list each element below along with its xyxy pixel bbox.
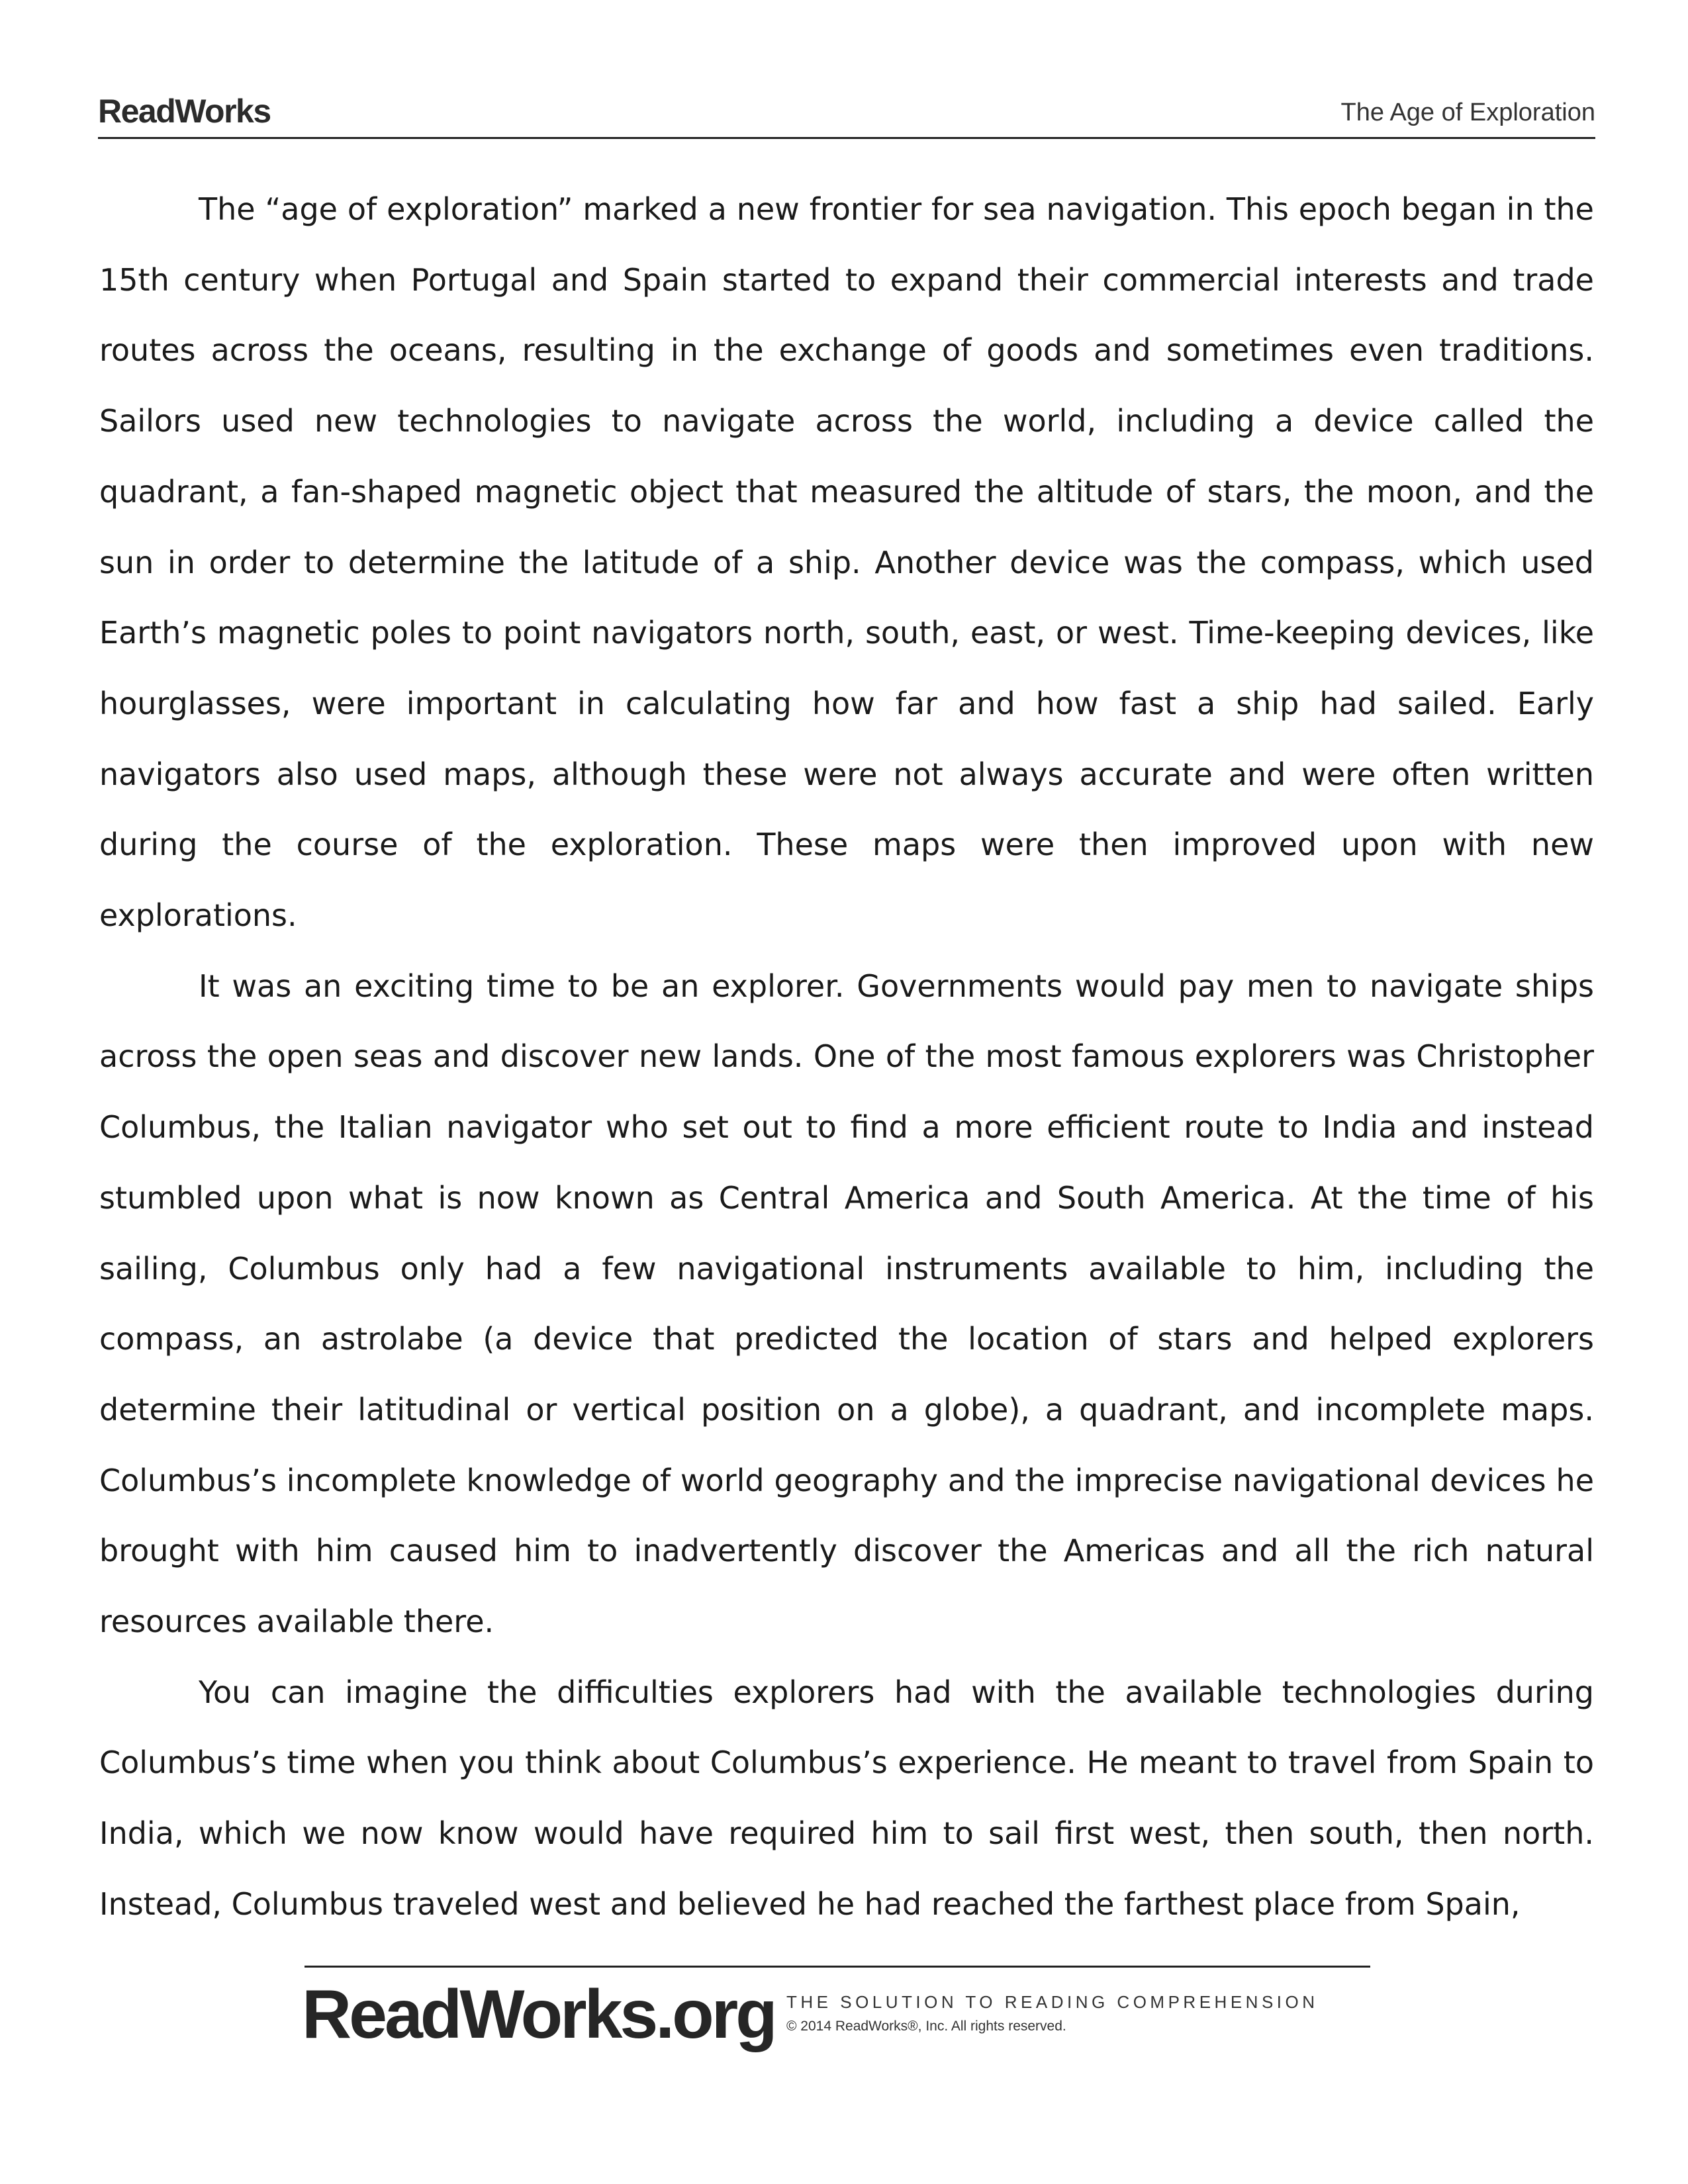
paragraph-1: The “age of exploration” marked a new frontier for sea navigation. This epoch began in the 15th century when Portugal and Spain started to expand their commercial interests and trade routes across the oceans, resulting in the exchange of goods and sometimes even traditions. Sailors used new technologies to navigate across the world, including a device called the quadrant, a fan-shaped magnetic object that measured the altitude of stars, the moon, and the sun in order to determine the latitude of a ship. Another device was the compass, which used Earth’s magnetic poles to point navigators north, south, east, or west. Time-keeping devices, like hourglasses, were important in calculating how far and how fast a ship had sailed. Early navigators also used maps, although these were not always accurate and were often written during the course of the exploration. These maps were then improved upon with new explorations.: [99, 191, 1594, 934]
page-header: [98, 89, 1595, 139]
header-brand-logo: ReadWorks: [98, 93, 271, 130]
page-footer: [302, 1966, 1370, 2053]
footer-logo: ReadWorks.org: [302, 1976, 775, 2053]
paragraph-2: It was an exciting time to be an explorer. Governments would pay men to navigate ships across the open seas and discover new lands. One of the most famous explorers was Christopher Columbus, the Italian navigator who set out to find a more efficient route to India and instead stumbled upon what is now known as Central America and South America. At the time of his sailing, Columbus only had a few navigational instruments available to him, including the compass, an astrolabe (a device that predicted the location of stars and helped explorers determine their latitudinal or vertical position on a globe), a quadrant, and incomplete maps. Columbus’s incomplete knowledge of world geography and the imprecise navigational devices he brought with him caused him to inadvertently discover the Americas and all the rich natural resources available there.: [99, 968, 1594, 1640]
footer-tagline: THE SOLUTION TO READING COMPREHENSION: [786, 1992, 1319, 2012]
paragraph-3: You can imagine the difficulties explorers had with the available technologies during Columbus’s time when you think about Columbus’s experience. He meant to travel from Spain to India, which we now know would have required him to sail first west, then south, then north. Instead, Columbus traveled west and believed he had reached the farthest place from Spain,: [99, 1674, 1594, 1922]
header-document-title: The Age of Exploration: [1340, 99, 1595, 126]
footer-divider: [305, 1966, 1370, 1968]
footer-copyright: © 2014 ReadWorks®, Inc. All rights reserved.: [786, 2019, 1066, 2034]
article-body: [99, 174, 1594, 1940]
